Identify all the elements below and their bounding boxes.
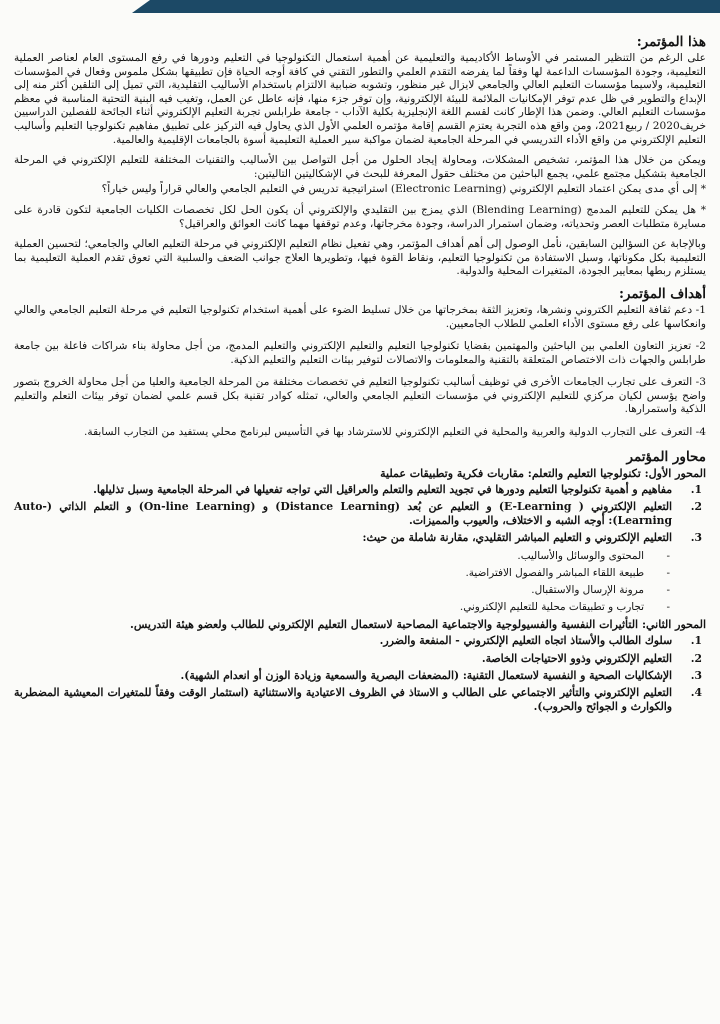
dash-bullet: - [666, 584, 670, 597]
goals-heading: أهداف المؤتمر: [618, 285, 706, 302]
axis-1-sub-item-3-text: مرونة الإرسال والاستقبال. [531, 584, 644, 597]
goal-item-4: 4- التعرف على التجارب الدولية والعربية والمحلية في التعليم الإلكتروني للاسترشاد بها في التأسيس لبرنامج محلي يستفيد من التجارب السابقة. [84, 426, 706, 439]
axis-2-item-2 [14, 652, 706, 666]
top-banner-bar [0, 0, 720, 13]
axis-1-sub-item-1 [14, 548, 706, 565]
axis-1-item-3-text: التعليم الإلكتروني و التعليم المباشر التقليدي، مقارنة شاملة من حيث: [362, 531, 672, 545]
goal-item-2: 2- تعزيز التعاون العلمي بين الباحثين والمهتمين بقضايا تكنولوجيا التعليم والتعليم الإلكتروني والتعليم المدمج، من أجل محاولة بناء شراكات فاعلة بين جامعة طرابلس والجهات ذات الاختصاص المتعلقة بالتقنية والمعلومات والاتصالات لتوفير بيئات التعليم والتعليم الذكية. [14, 340, 706, 366]
axis-2-item-3 [14, 669, 706, 683]
axis-1-item-2-text: التعليم الإلكتروني ( E-Learning) و التعليم عن بُعد (Distance Learning) و (On-line Learning) و التعلم الذاتي (Auto- Learning): أوجه الشبه و الاختلاف، والعيوب والمميزات. [14, 499, 672, 528]
dash-bullet: - [666, 550, 670, 563]
about-paragraph-1: على الرغم من التنظير المستمر في الأوساط الأكاديمية والتعليمية عن أهمية استعمال التكنولوجيا في التعليم ودورها في رفع المستوى العام لعناصر العملية التعليمية، وجودة المؤسسات الداعمة لها وفقاً لما يفرضه التقدم العلمي والتطور التقني في كافة أوجه الحياة فإن تطبيقها بشكل ملموس وفعال في المؤسسات التعليمية، ولاسيما مؤسسات التعليم العالي والجامعي لايزال غير منظور، وتشوبه ضبابية الالتزام باستخدام الأساليب التقليدية، التي تميل إلى التلقين أكثر منه إلى الإبداع والتطوير في ظل عدم توفر الإمكانيات الملائمة للبيئة الإلكترونية، وإن توفر جزء منها، فإنه عاطل عن العمل، وتغيب فيه البنية التحتية المناسبة في معظم مؤسسات التعليم العالي. وضمن هذا الإطار كانت لقسم اللغة الإنجليزية بكلية الآداب - جامعة طرابلس تجربة التعليم الإلكتروني أثناء الجائحة للفصلين الدراسيين خريف2020 / ربيع2021، ومن واقع هذه التجربة يعتزم القسم إقامة مؤتمره العلمي الأول الذي يحاول فيه التركيز على تطبيق مفاهيم تكنولوجيا التعليم وأساليب التعليم الإلكتروني من واقع الأداء التدريسي في المرحلة الجامعية لضمان مواكبة سير العملية التعليمية أسوة بالجامعات الإقليمية والعالمية. [14, 52, 706, 146]
axis-1-sub-item-4-text: تجارب و تطبيقات محلية للتعليم الإلكتروني. [459, 601, 644, 614]
about-paragraph-2: ويمكن من خلال هذا المؤتمر، تشخيص المشكلات، ومحاولة إيجاد الحلول من أجل التواصل بين الأساليب والتقنيات المختلفة للتعليم الإلكتروني في المرحلة الجامعية بتشكيل مجتمع علمي، يجمع الباحثين من مختلف حقول المعرفة للبحث في الإشكاليتين التاليتين: [14, 154, 706, 180]
axis-2-item-1-number: 1. [690, 634, 702, 648]
axis-2-list [14, 634, 706, 714]
dash-bullet: - [666, 567, 670, 580]
axis-1-sub-item-3 [14, 582, 706, 599]
about-heading: هذا المؤتمر: [636, 34, 706, 50]
axis-1-item-2-number: 2. [690, 499, 702, 513]
axis-1-sub-item-2-text: طبيعة اللقاء المباشر والفصول الافتراضية. [465, 567, 644, 580]
axis-2-item-2-number: 2. [690, 651, 702, 665]
axis-2-item-4-number: 4. [690, 686, 702, 700]
axis-1-sub-list [14, 548, 706, 616]
axis-2-title: المحور الثاني: التأثيرات النفسية والفسيولوجية والاجتماعية المصاحبة لاستعمال التعليم الإلكتروني للطالب ولعضو هيئة التدريس. [130, 618, 706, 632]
dash-bullet: - [666, 601, 670, 614]
axis-1-sub-item-1-text: المحتوى والوسائل والأساليب. [517, 550, 644, 563]
axis-1-item-3-number: 3. [690, 531, 702, 545]
document-body [14, 34, 706, 717]
axis-1-item-3 [14, 531, 706, 545]
axis-2-item-4 [14, 686, 706, 714]
research-question-2: * هل يمكن للتعليم المدمج (Blending Learning) الذي يمزج بين التقليدي والإلكتروني أن يكون الحل لكل تخصصات الكليات الجامعية لتكون قادرة على مسايرة متطلبات العصر وتحدياته، وضمان استمرار الدراسة، وجودة مخرجاتها، وعدم توقفها مهما كانت العوائق والعراقيل؟ [14, 203, 707, 230]
axis-1-sub-item-2 [14, 565, 706, 582]
axis-1-item-1 [14, 483, 706, 497]
axis-1-item-2 [14, 500, 706, 528]
axis-2-item-1 [14, 634, 706, 648]
axis-2-item-2-text: التعليم الإلكتروني وذوو الاحتياجات الخاصة. [481, 651, 672, 665]
axis-1-item-1-number: 1. [690, 482, 702, 496]
axes-heading: محاور المؤتمر [626, 448, 706, 465]
axis-2-item-3-number: 3. [690, 668, 702, 682]
axis-2-item-3-text: الإشكاليات الصحية و النفسية لاستعمال التقنية: (المضعفات البصرية والسمعية وزيادة الوزن أو انعدام الشهية). [180, 668, 672, 682]
axis-2-item-4-text: التعليم الإلكتروني والتأثير الاجتماعي على الطالب و الاستاذ في الظروف الاعتيادية والاستثنائية (استثمار الوقت وفقاً للمتغيرات المعيشية المضطربة والكوارث و الجوائح والحروب). [14, 686, 672, 714]
axis-1-title: المحور الأول: تكنولوجيا التعليم والتعلم: مقاربات فكرية وتطبيقات عملية [380, 466, 706, 480]
axis-1-list [14, 483, 706, 546]
about-paragraph-3: وبالإجابة عن السؤالين السابقين، نأمل الوصول إلى أهم أهداف المؤتمر، وهي تفعيل نظام التعليم الإلكتروني في مرحلة التعليم العالي والجامعي؛ لتحسين العملية التعليمية بكل مكوناتها، وسبل الاستفادة من تكنولوجيا التعليم، ونقاط القوة فيها، وتطويرها العلاج جوانب الضعف والسلبية التي تعوق تقدم العملية التعليمية بما يستلزم ربطها بمعايير الجودة، المتغيرات المحلية والدولية. [14, 238, 706, 278]
research-question-1: * إلى أي مدى يمكن اعتماد التعليم الإلكتروني (Electronic Learning) استراتيجية تدريس في التعليم الجامعي والعالي قراراً وليس خياراً؟ [101, 183, 706, 196]
axis-1-item-1-text: مفاهيم و أهمية تكنولوجيا التعليم ودورها في تجويد التعليم والتعلم والعراقيل التي تواجه تفعيلها في المرحلة الجامعية وسبل تذليلها. [93, 482, 672, 496]
axis-1-sub-item-4 [14, 599, 706, 616]
goal-item-3: 3- التعرف على تجارب الجامعات الأخرى في توظيف أساليب تكنولوجيا التعليم في تخصصات مختلفة من المرحلة الجامعية والعليا من أجل محاولة الخروج بتصور واضح يؤسس لكيان مركزي للتعليم الإلكتروني في مؤسسات التعليم الجامعي والعالي، تمثله كوادر تقنية بكل قسم علمي لضمان توفر بيئات التعلم والتعليم الذكية واستمرارها. [14, 376, 706, 416]
banner-notch [0, 0, 150, 13]
axis-2-item-1-text: سلوك الطالب والأستاذ اتجاه التعليم الإلكتروني - المنفعة والضرر. [379, 634, 672, 648]
goal-item-1: 1- دعم ثقافة التعليم الكتروني ونشرها، وتعزيز الثقة بمخرجاتها من خلال تسليط الضوء على أهمية استخدام تكنولوجيا التعليم في مرحلة التعليم الجامعي والعالي وانعكاسها على رفع مستوى الأداء العلمي للطلاب الجامعيين. [14, 303, 706, 330]
